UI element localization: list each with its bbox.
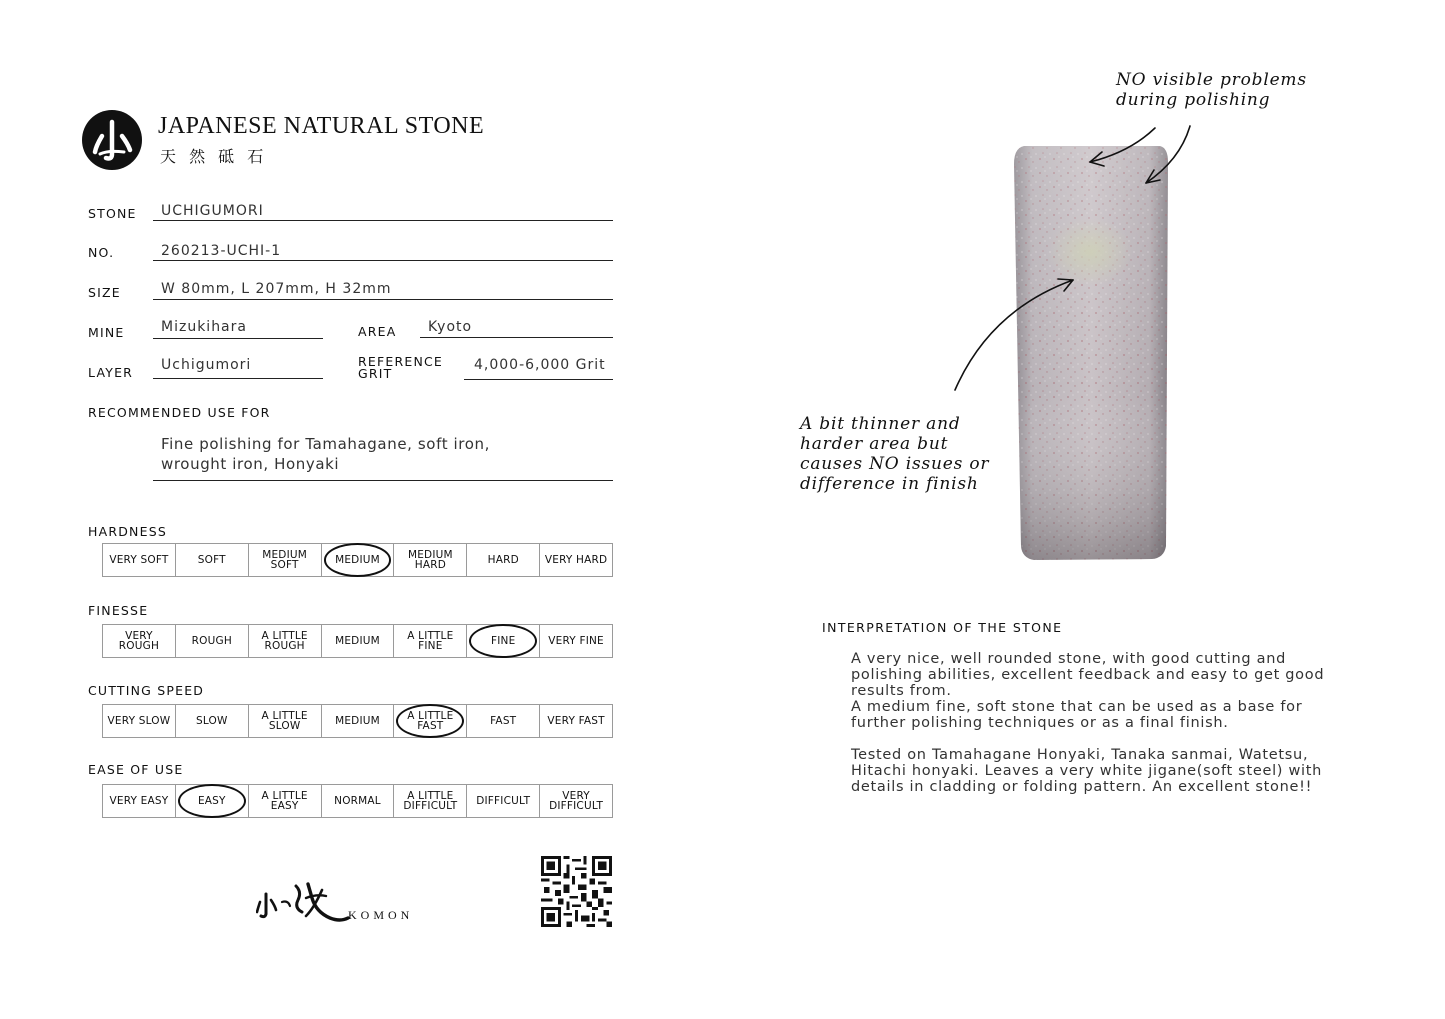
recommended-label: RECOMMENDED USE FOR	[88, 405, 271, 420]
scale-option	[249, 544, 322, 576]
scale-option-label: VERY ROUGH	[118, 630, 160, 652]
interpretation-paragraph-1: A very nice, well rounded stone, with good cutting and polishing abilities, excellent feedback and easy to get good results from. A medium fine, soft stone that can be used as a base for further polishing techniques or as a final finish.	[851, 651, 1325, 731]
scale-option-label: A LITTLE EASY	[261, 790, 308, 812]
scale-option-label: FAST	[490, 715, 517, 727]
area-underline	[420, 337, 613, 338]
grit-label-line1: REFERENCE	[358, 354, 444, 369]
interpretation-paragraph-2: Tested on Tamahagane Honyaki, Tanaka sanmai, Watetsu, Hitachi honyaki. Leaves a very white jigane(soft steel) with details in cladding or folding pattern. An excellent stone!!	[851, 747, 1323, 795]
scale-option	[103, 544, 176, 576]
komon-calligraphy-logo	[256, 878, 352, 924]
recommended-underline	[153, 480, 613, 481]
scale-option	[103, 785, 176, 817]
scale-option-label: MEDIUM	[335, 635, 380, 647]
scale-option-label: VERY EASY	[109, 795, 169, 807]
layer-underline	[153, 378, 323, 379]
brand-title: JAPANESE NATURAL STONE	[158, 113, 485, 139]
cutting-speed-label: CUTTING SPEED	[88, 683, 205, 698]
size-underline	[153, 299, 613, 300]
no-value: 260213-UCHI-1	[161, 243, 282, 259]
scale-option-label: A LITTLE SLOW	[261, 710, 308, 732]
scale-option	[394, 544, 467, 576]
scale-option	[249, 705, 322, 737]
stone-underline	[153, 220, 613, 221]
annotation-side	[800, 414, 989, 494]
scale-option	[176, 705, 249, 737]
scale-option-label: EASY	[197, 795, 226, 807]
scale-option-label: VERY FINE	[548, 635, 604, 647]
scale-option-label: A LITTLE FAST	[407, 710, 454, 732]
scale-option-label: FINE	[491, 635, 516, 647]
scale-option	[176, 785, 249, 817]
cutting-speed-scale	[102, 704, 613, 738]
mine-value: Mizukihara	[161, 319, 247, 335]
stone-label: STONE	[88, 206, 137, 221]
ease-of-use-label: EASE OF USE	[88, 762, 184, 777]
recommended-line-2: wrought iron, Honyaki	[161, 455, 340, 473]
interpretation-body	[851, 651, 1331, 811]
scale-option	[322, 785, 395, 817]
scale-option	[322, 705, 395, 737]
scale-option-label: MEDIUM	[335, 715, 380, 727]
scale-option-label: A LITTLE ROUGH	[261, 630, 308, 652]
scale-option	[176, 544, 249, 576]
layer-label: LAYER	[88, 365, 134, 380]
scale-option-label: VERY SOFT	[109, 554, 169, 566]
scale-option-label: MEDIUM	[335, 554, 380, 566]
layer-value: Uchigumori	[161, 357, 252, 373]
recommended-text	[161, 434, 490, 474]
scale-option-label: VERY SLOW	[107, 715, 171, 727]
scale-option	[467, 785, 540, 817]
grit-value: 4,000-6,000 Grit	[474, 357, 606, 373]
scale-option	[103, 625, 176, 657]
scale-option-label: VERY DIFFICULT	[549, 790, 604, 812]
area-label: AREA	[358, 324, 397, 339]
scale-option	[467, 705, 540, 737]
scale-option-label: DIFFICULT	[476, 795, 531, 807]
annotation-top-line-1: NO visible problems	[1116, 70, 1307, 90]
scale-option	[249, 785, 322, 817]
stone-value: UCHIGUMORI	[161, 203, 264, 219]
recommended-line-1: Fine polishing for Tamahagane, soft iron,	[161, 435, 490, 453]
area-value: Kyoto	[428, 319, 473, 335]
scale-option	[467, 625, 540, 657]
scale-option-label: A LITTLE DIFFICULT	[403, 790, 458, 812]
scale-option	[176, 625, 249, 657]
hardness-label: HARDNESS	[88, 524, 167, 539]
scale-option-label: VERY FAST	[547, 715, 605, 727]
scale-option	[540, 785, 612, 817]
annotation-side-line-1: A bit thinner and	[800, 414, 961, 434]
annotation-top-line-2: during polishing	[1116, 90, 1271, 110]
komon-mon-logo-icon	[80, 108, 144, 172]
grit-underline	[464, 379, 613, 380]
size-label: SIZE	[88, 285, 121, 300]
scale-option	[540, 544, 612, 576]
annotation-side-line-3: causes NO issues or	[800, 454, 990, 474]
finesse-scale	[102, 624, 613, 658]
scale-option-label: SLOW	[195, 715, 228, 727]
scale-option-label: ROUGH	[191, 635, 232, 647]
scale-option	[394, 785, 467, 817]
finesse-label: FINESSE	[88, 603, 149, 618]
scale-option-label: A LITTLE FINE	[407, 630, 454, 652]
no-label: NO.	[88, 245, 115, 260]
scale-option	[467, 544, 540, 576]
size-value: W 80mm, L 207mm, H 32mm	[161, 281, 392, 297]
scale-option	[394, 625, 467, 657]
interpretation-heading: INTERPRETATION OF THE STONE	[822, 620, 1063, 635]
scale-option-label: MEDIUM HARD	[407, 549, 453, 571]
scale-option-label: VERY HARD	[544, 554, 608, 566]
scale-option	[103, 705, 176, 737]
annotation-side-line-2: harder area but	[800, 434, 949, 454]
no-underline	[153, 260, 613, 261]
annotation-side-line-4: difference in finish	[800, 474, 979, 494]
scale-option	[322, 544, 395, 576]
grit-label	[358, 356, 443, 380]
hardness-scale	[102, 543, 613, 577]
komon-wordmark: KOMON	[348, 908, 414, 922]
mine-label: MINE	[88, 325, 125, 340]
scale-option-label: HARD	[487, 554, 519, 566]
scale-option-label: MEDIUM SOFT	[262, 549, 308, 571]
scale-option	[249, 625, 322, 657]
scale-option	[394, 705, 467, 737]
scale-option	[540, 625, 612, 657]
stone-photo	[1010, 142, 1170, 562]
scale-option-label: SOFT	[197, 554, 226, 566]
annotation-top	[1116, 70, 1307, 110]
grit-label-line2: GRIT	[358, 366, 393, 381]
qr-code-icon[interactable]	[541, 856, 612, 927]
brand-japanese-title: 天 然 砥 石	[160, 147, 268, 166]
scale-option	[322, 625, 395, 657]
scale-option	[540, 705, 612, 737]
ease-of-use-scale	[102, 784, 613, 818]
scale-option-label: NORMAL	[334, 795, 381, 807]
mine-underline	[153, 338, 323, 339]
